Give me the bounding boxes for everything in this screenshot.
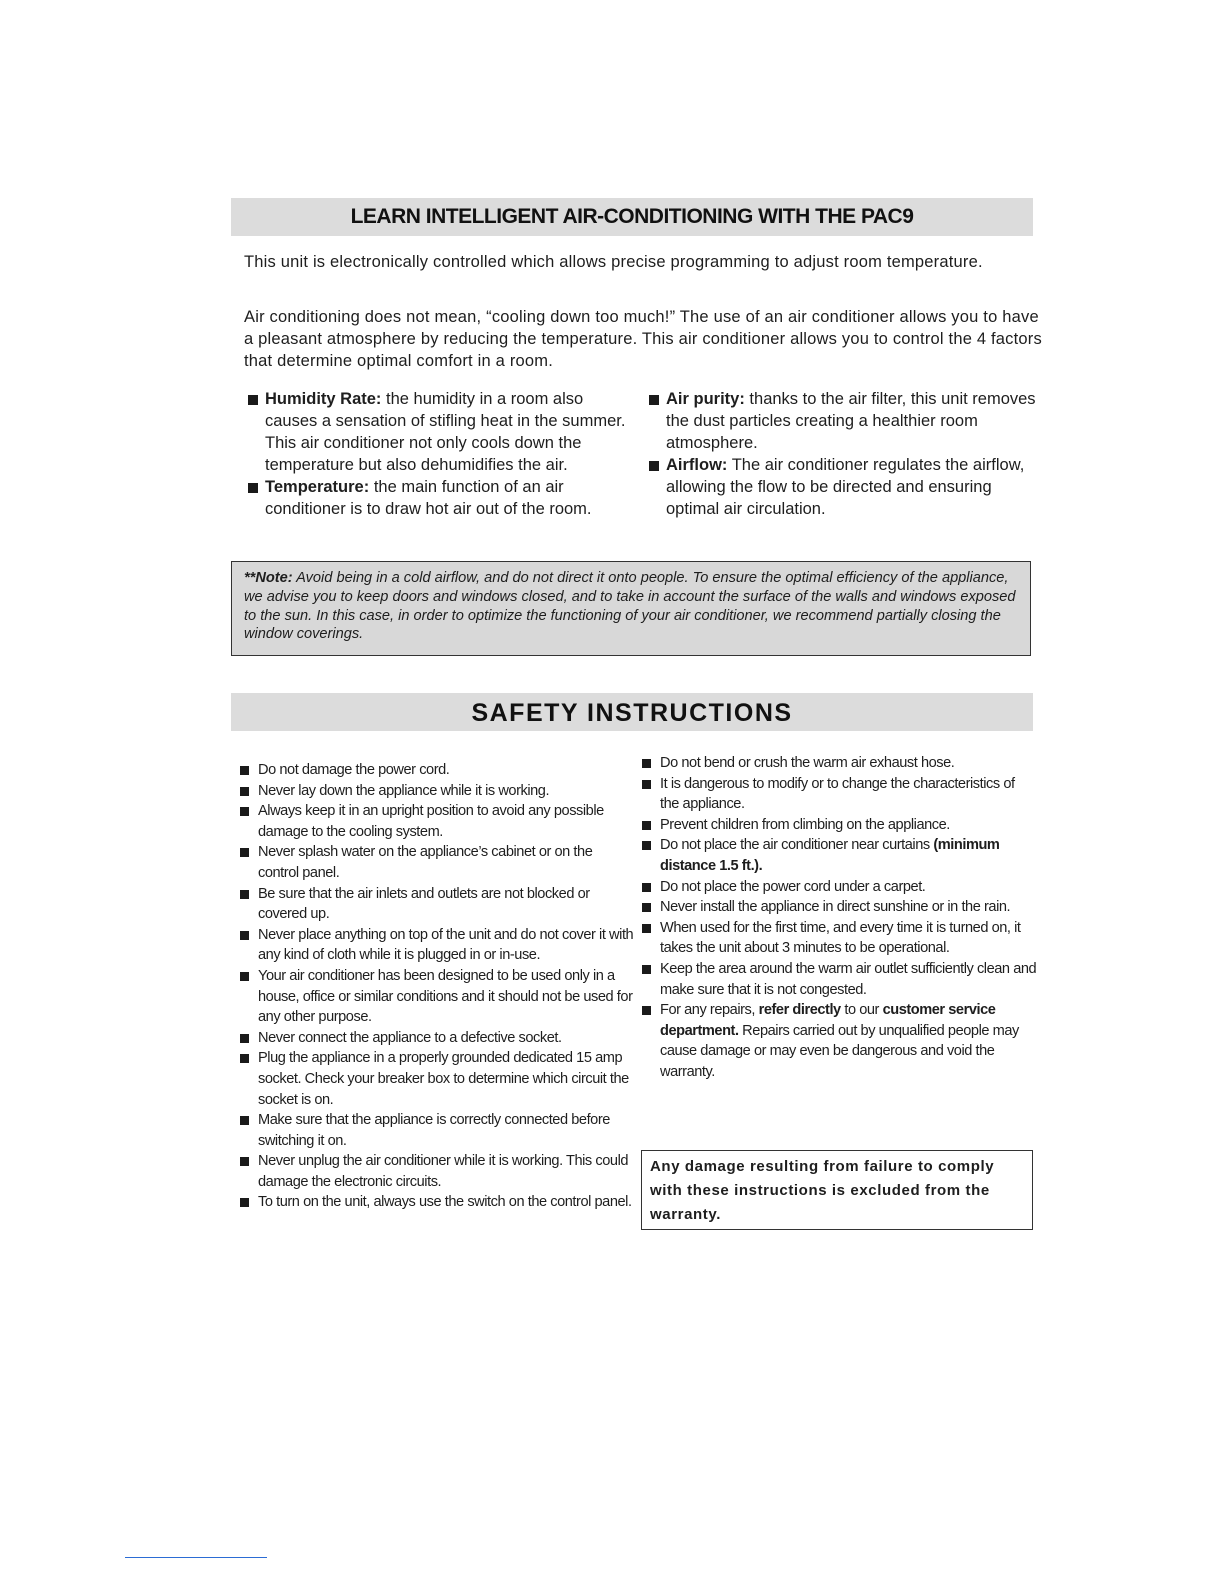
safety-item-text: Be sure that the air inlets and outlets are not blocked or covered up.	[258, 885, 590, 923]
safety-item	[642, 753, 1037, 774]
factors-left-column	[247, 388, 627, 520]
safety-item-text: Your air conditioner has been designed to be used only in a house, office or similar conditions and it should not be used for any other purpose.	[258, 967, 633, 1026]
factor-term: Airflow:	[666, 456, 728, 474]
safety-item	[240, 884, 635, 925]
safety-item-emphasis: (minimum distance 1.5 ft.).	[660, 837, 1000, 874]
factor-text: the main function of an air conditioner is to draw hot air out of the room.	[265, 478, 592, 518]
safety-item	[642, 959, 1037, 1000]
bullet-square-icon	[240, 848, 249, 857]
note-box	[231, 561, 1031, 656]
bullet-square-icon	[649, 461, 659, 471]
safety-item	[240, 966, 635, 1028]
safety-item-text: When used for the first time, and every time it is turned on, it takes the unit about 3 minutes to be operational.	[660, 919, 1021, 957]
safety-item-text: Keep the area around the warm air outlet sufficiently clean and make sure that it is not congested.	[660, 960, 1037, 998]
safety-item	[240, 1028, 635, 1049]
safety-item-text: For any repairs,	[660, 1002, 759, 1019]
bullet-square-icon	[649, 395, 659, 405]
safety-item	[240, 1048, 635, 1110]
safety-item-text: Prevent children from climbing on the appliance.	[660, 816, 950, 833]
safety-item	[642, 815, 1037, 836]
safety-left-column	[240, 760, 635, 1213]
factor-term: Temperature:	[265, 478, 370, 496]
factor-text: The air conditioner regulates the airflow, allowing the flow to be directed and ensuring optimal air circulation.	[666, 456, 1025, 518]
factor-air-purity	[648, 388, 1038, 454]
section-title-safety: SAFETY INSTRUCTIONS	[231, 693, 1033, 731]
bullet-square-icon	[642, 821, 651, 830]
safety-item	[240, 760, 635, 781]
safety-item-text: Never install the appliance in direct sunshine or in the rain.	[660, 899, 1011, 916]
bullet-square-icon	[240, 972, 249, 981]
safety-item-text: to our	[840, 1002, 883, 1019]
safety-right-column	[642, 753, 1037, 1083]
safety-item	[642, 918, 1037, 959]
safety-item-text: Repairs carried out by unqualified people may cause damage or may even be dangerous and void the warranty.	[660, 1022, 1019, 1080]
safety-item	[642, 774, 1037, 815]
safety-item-text: Never connect the appliance to a defective socket.	[258, 1029, 562, 1046]
bullet-square-icon	[240, 807, 249, 816]
intro-paragraph-2: Air conditioning does not mean, “cooling down too much!” The use of an air conditioner allows you to have a pleasant atmosphere by reducing the temperature. This air conditioner allows you to control the 4 factors that determine optimal comfort in a room.	[244, 308, 1042, 370]
warranty-notice-box: Any damage resulting from failure to comply with these instructions is excluded from the warranty.	[641, 1150, 1033, 1230]
bullet-square-icon	[240, 787, 249, 796]
bullet-square-icon	[642, 924, 651, 933]
bullet-square-icon	[240, 890, 249, 899]
bullet-square-icon	[240, 1198, 249, 1207]
bullet-square-icon	[240, 1034, 249, 1043]
bullet-square-icon	[240, 1054, 249, 1063]
safety-item-text: To turn on the unit, always use the switch on the control panel.	[258, 1194, 632, 1211]
safety-item-emphasis: refer directly	[758, 1002, 841, 1019]
safety-item	[642, 877, 1037, 898]
safety-item-text: Never splash water on the appliance’s cabinet or on the control panel.	[258, 844, 593, 881]
safety-item-curtains	[642, 835, 1037, 876]
safety-item-emphasis: customer service department.	[660, 1002, 996, 1039]
factor-airflow	[648, 454, 1038, 520]
factor-temperature	[247, 476, 627, 520]
safety-item	[240, 801, 635, 842]
safety-item	[240, 1192, 635, 1213]
safety-item-text: Plug the appliance in a properly grounded dedicated 15 amp socket. Check your breaker box to determine which circuit the socket is on.	[258, 1050, 629, 1108]
safety-item-repairs	[642, 1000, 1037, 1082]
safety-item-text: Never unplug the air conditioner while it is working. This could damage the electronic circuits.	[258, 1153, 629, 1190]
footer-divider	[125, 1557, 267, 1558]
factor-text: the humidity in a room also causes a sensation of stifling heat in the summer. This air conditioner not only cools down the temperature but also dehumidifies the air.	[265, 390, 626, 474]
bullet-square-icon	[240, 1116, 249, 1125]
bullet-square-icon	[248, 395, 258, 405]
bullet-square-icon	[642, 841, 651, 850]
safety-item	[240, 925, 635, 966]
safety-item-text: Do not bend or crush the warm air exhaust hose.	[660, 755, 955, 771]
safety-item-text: Never place anything on top of the unit and do not cover it with any kind of cloth while it is plugged in or in-use.	[258, 926, 634, 964]
factor-text: thanks to the air filter, this unit removes the dust particles creating a healthier room atmosphere.	[666, 390, 1036, 452]
bullet-square-icon	[642, 903, 651, 912]
safety-item	[240, 781, 635, 802]
bullet-square-icon	[642, 780, 651, 789]
safety-item	[642, 897, 1037, 918]
bullet-square-icon	[240, 931, 249, 940]
safety-item	[240, 1151, 635, 1192]
bullet-square-icon	[642, 883, 651, 892]
safety-item	[240, 1110, 635, 1151]
note-text: Avoid being in a cold airflow, and do not direct it onto people. To ensure the optimal efficiency of the appliance, we advise you to keep doors and windows closed, and to take in account the surface of the walls and windows exposed to the sun. In this case, in order to optimize the functioning of your air conditioner, we recommend partially closing the window coverings.	[244, 570, 1016, 643]
factor-term: Air purity:	[666, 390, 745, 408]
section-title-learn: LEARN INTELLIGENT AIR-CONDITIONING WITH THE PAC9	[231, 198, 1033, 236]
safety-item	[240, 842, 635, 883]
safety-item-text: Do not place the air conditioner near curtains	[660, 837, 934, 854]
factor-humidity	[247, 388, 627, 476]
safety-item-text: Do not place the power cord under a carpet.	[660, 878, 926, 895]
safety-item-text: Always keep it in an upright position to avoid any possible damage to the cooling system.	[258, 803, 604, 840]
bullet-square-icon	[240, 766, 249, 775]
safety-item-text: It is dangerous to modify or to change the characteristics of the appliance.	[660, 775, 1015, 813]
bullet-square-icon	[642, 759, 651, 768]
intro-paragraph-1: This unit is electronically controlled which allows precise programming to adjust room temperature.	[244, 253, 983, 271]
bullet-square-icon	[642, 965, 651, 974]
safety-item-text: Make sure that the appliance is correctly connected before switching it on.	[258, 1112, 610, 1149]
factor-term: Humidity Rate:	[265, 390, 382, 408]
bullet-square-icon	[248, 483, 258, 493]
safety-item-text: Never lay down the appliance while it is working.	[258, 782, 550, 799]
safety-item-text: Do not damage the power cord.	[258, 762, 450, 778]
bullet-square-icon	[642, 1006, 651, 1015]
factors-right-column	[648, 388, 1038, 520]
bullet-square-icon	[240, 1157, 249, 1166]
note-label: **Note:	[244, 570, 293, 586]
